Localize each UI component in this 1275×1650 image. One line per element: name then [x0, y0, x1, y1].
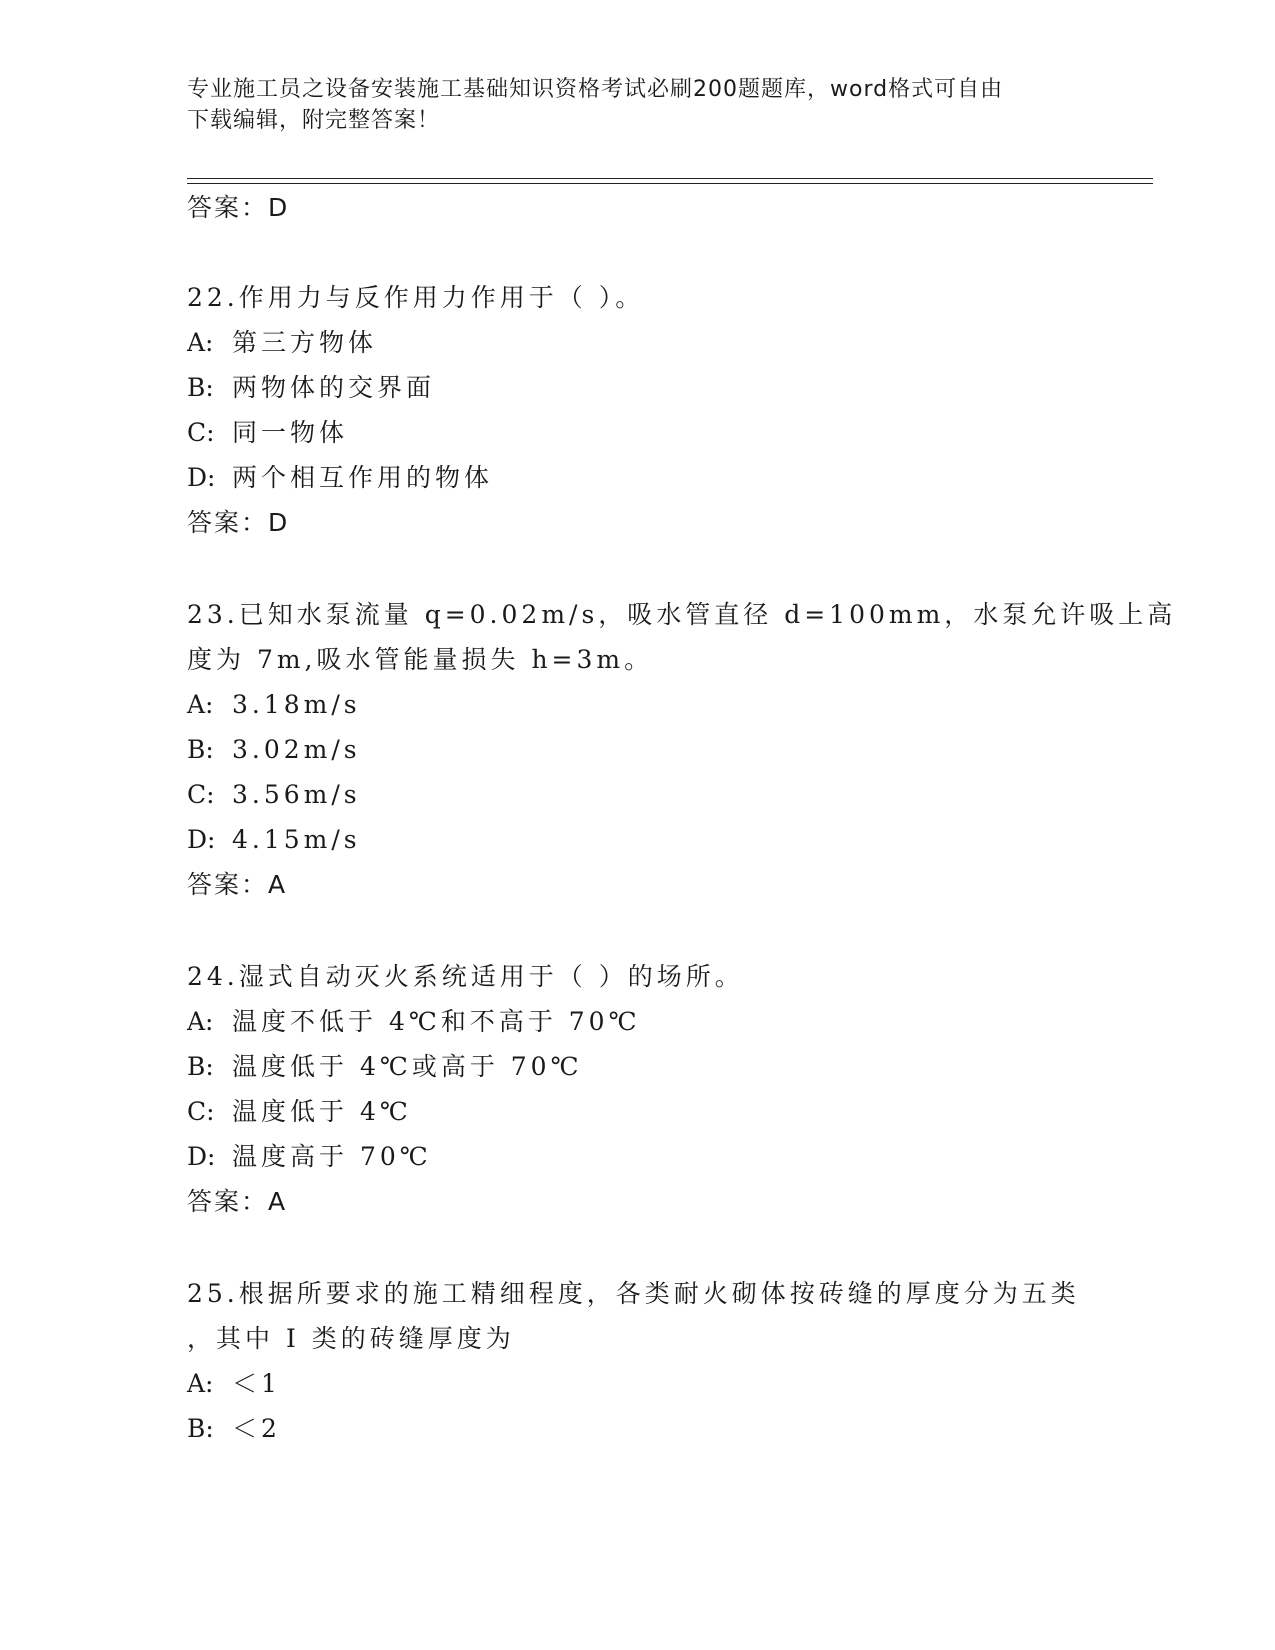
question-22-stem: 22.作用力与反作用力作用于（ ）。 — [187, 283, 645, 312]
option-text: 两物体的交界面 — [232, 373, 436, 402]
question-22-option-d — [187, 463, 493, 493]
question-24-option-b — [187, 1052, 583, 1082]
option-letter: B: — [187, 1052, 214, 1081]
question-25-stem-line-2: ，其中 I 类的砖缝厚度为 — [187, 1324, 515, 1353]
option-letter: B: — [187, 373, 214, 402]
option-letter: A: — [187, 328, 214, 357]
question-24-option-a — [187, 1007, 641, 1037]
option-letter: B: — [187, 735, 214, 764]
option-letter: D: — [187, 1142, 216, 1171]
header-line-1: 专业施工员之设备安装施工基础知识资格考试必刷200题题库，word格式可自由 — [187, 77, 1004, 102]
question-22-option-c — [187, 418, 348, 448]
question-23-stem-line-2: 度为 7m,吸水管能量损失 h=3m。 — [187, 645, 654, 674]
option-text: ＜1 — [232, 1369, 281, 1398]
option-text: 3.18m/s — [232, 690, 361, 719]
question-24-answer: 答案：A — [187, 1187, 288, 1216]
option-text: 第三方物体 — [232, 328, 378, 357]
option-text: 4.15m/s — [232, 825, 361, 854]
question-22-option-b — [187, 373, 435, 403]
header-rule-bottom — [187, 183, 1153, 184]
question-23-answer: 答案：A — [187, 870, 288, 899]
question-23-option-b — [187, 735, 361, 765]
option-letter: A: — [187, 1369, 214, 1398]
question-22-answer: 答案：D — [187, 508, 290, 537]
option-letter: C: — [187, 780, 215, 809]
option-letter: D: — [187, 825, 216, 854]
question-24-option-c — [187, 1097, 412, 1127]
header-line-2: 下载编辑，附完整答案！ — [187, 108, 441, 133]
question-23-stem-line-1: 23.已知水泵流量 q=0.02m/s，吸水管直径 d=100mm，水泵允许吸上高 — [187, 600, 1177, 629]
question-24-option-d — [187, 1142, 432, 1172]
question-23-option-c — [187, 780, 361, 810]
option-text: 同一物体 — [232, 418, 349, 447]
question-23-option-d — [187, 825, 361, 855]
option-letter: C: — [187, 418, 215, 447]
option-text: 温度低于 4℃或高于 70℃ — [232, 1052, 583, 1081]
document-header — [187, 74, 1087, 136]
question-25-option-b — [187, 1414, 281, 1444]
header-rule-top — [187, 178, 1153, 179]
option-text: 3.02m/s — [232, 735, 361, 764]
option-text: 温度高于 70℃ — [232, 1142, 432, 1171]
option-letter: B: — [187, 1414, 214, 1443]
option-text: 温度不低于 4℃和不高于 70℃ — [232, 1007, 641, 1036]
question-24-stem: 24.湿式自动灭火系统适用于（ ）的场所。 — [187, 962, 744, 991]
question-22-option-a — [187, 328, 377, 358]
option-letter: C: — [187, 1097, 215, 1126]
option-text: ＜2 — [232, 1414, 281, 1443]
option-letter: A: — [187, 1007, 214, 1036]
question-23-option-a — [187, 690, 361, 720]
option-text: 两个相互作用的物体 — [232, 463, 494, 492]
option-text: 3.56m/s — [232, 780, 361, 809]
option-letter: D: — [187, 463, 216, 492]
question-25-stem-line-1: 25.根据所要求的施工精细程度，各类耐火砌体按砖缝的厚度分为五类 — [187, 1279, 1080, 1308]
option-text: 温度低于 4℃ — [232, 1097, 412, 1126]
previous-answer: 答案：D — [187, 193, 290, 222]
question-25-option-a — [187, 1369, 281, 1399]
option-letter: A: — [187, 690, 214, 719]
